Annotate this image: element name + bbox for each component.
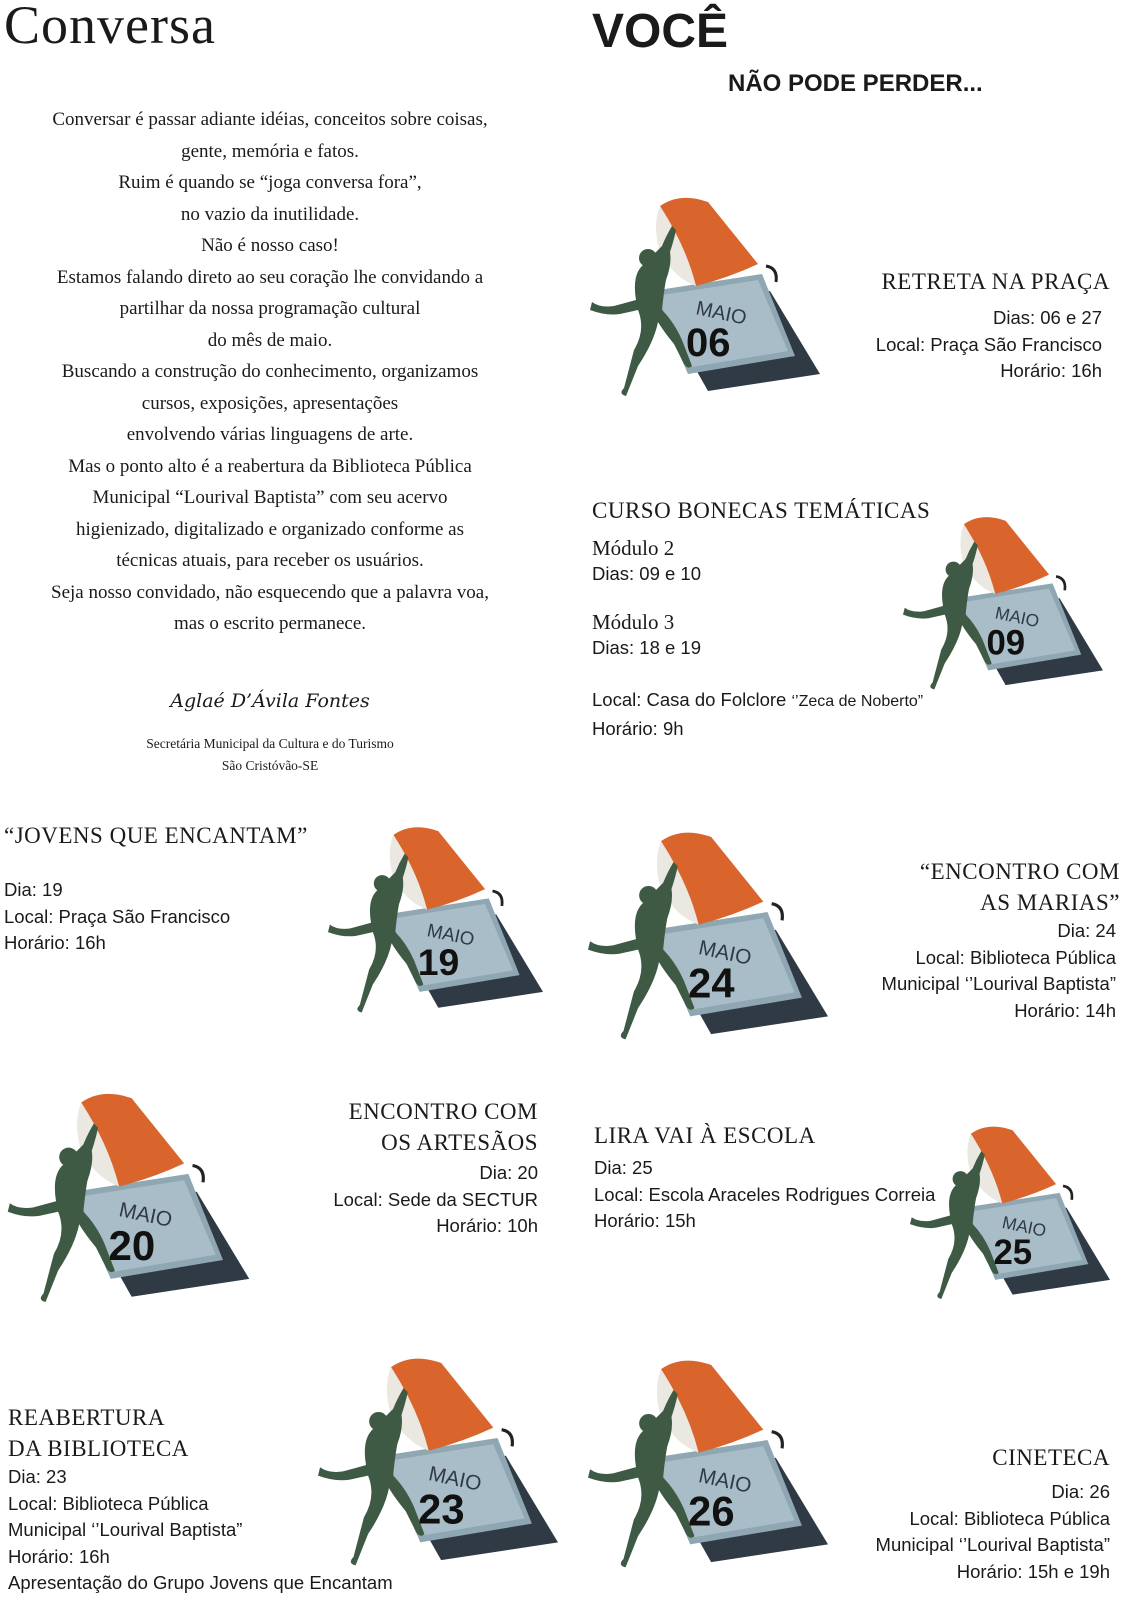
event-local: Municipal ‘’Lourival Baptista”: [8, 1519, 243, 1540]
event-dias: Dias: 18 e 19: [592, 636, 702, 658]
event-dia: Dia: 24: [1057, 920, 1116, 941]
intro-line: cursos, exposições, apresentações: [141, 392, 399, 414]
calendar-day: 23: [418, 1485, 465, 1533]
event-horario: Horário: 16h: [1000, 360, 1102, 381]
event-horario: Horário: 15h e 19h: [956, 1560, 1110, 1582]
intro-text: [0, 104, 540, 640]
event-dias: Dias: 06 e 27: [992, 307, 1102, 328]
intro-line: gente, memória e fatos.: [181, 140, 359, 162]
intro-line: no vazio da inutilidade.: [180, 203, 360, 225]
event-title: CINETECA: [992, 1445, 1110, 1470]
local-name: ‘’Zeca de Noberto”: [791, 693, 924, 710]
calendar-month: MAIO: [116, 1198, 175, 1232]
calendar-day: 19: [417, 941, 460, 984]
calendar-icon: [903, 515, 1103, 690]
event-horario: Horário: 16h: [8, 1545, 110, 1567]
calendar-month: MAIO: [696, 936, 754, 970]
event-local: Local: Praça São Francisco: [4, 905, 231, 927]
intro-line: mas o escrito permanece.: [173, 613, 367, 634]
event-title: DA BIBLIOTECA: [8, 1436, 189, 1461]
event-local: Local: Praça São Francisco: [875, 333, 1102, 355]
event-module: Módulo 3: [592, 609, 675, 634]
role-line: São Cristóvão-SE: [221, 758, 319, 773]
event-title: OS ARTESÃOS: [381, 1130, 538, 1155]
event-artesaos: [240, 1096, 538, 1240]
event-local: [592, 687, 930, 716]
event-dia: Dia: 23: [8, 1466, 67, 1487]
event-bonecas: [592, 495, 930, 742]
event-title: “ENCONTRO COM: [919, 859, 1120, 884]
intro-line: Seja nosso convidado, não esquecendo que a palavra voa,: [51, 581, 489, 603]
intro-line: envolvendo várias linguagens de arte.: [126, 424, 414, 445]
event-dia: Dia: 25: [594, 1157, 653, 1178]
event-cineteca: [800, 1442, 1110, 1585]
event-extra: Apresentação do Grupo Jovens que Encantam: [8, 1572, 393, 1593]
event-local: Local: Biblioteca Pública: [8, 1492, 209, 1514]
intro-line: partilhar da nossa programação cultural: [119, 298, 421, 319]
event-title: RETRETA NA PRAÇA: [881, 269, 1110, 294]
intro-line: Estamos falando direto ao seu coração lhe convidando a: [56, 266, 484, 288]
event-dia: Dia: 19: [4, 879, 63, 900]
event-horario: Horário: 16h: [4, 932, 106, 953]
event-dias: Dias: 09 e 10: [592, 563, 702, 584]
intro-line: Conversar é passar adiante idéias, conceitos sobre coisas,: [52, 109, 488, 130]
page-title: Conversa: [4, 0, 216, 55]
event-local: Local: Escola Araceles Rodrigues Correia: [594, 1183, 936, 1205]
event-retreta: [780, 266, 1110, 385]
event-title: CURSO BONECAS TEMÁTICAS: [592, 498, 931, 523]
header-subtitle: NÃO PODE PERDER...: [728, 70, 983, 97]
event-local: Local: Biblioteca Pública: [915, 946, 1116, 968]
event-dia: Dia: 20: [479, 1162, 538, 1183]
intro-line: Mas o ponto alto é a reabertura da Biblioteca Pública: [68, 455, 472, 477]
event-title: “JOVENS QUE ENCANTAM”: [4, 823, 308, 848]
role-line: Secretária Municipal da Cultura e do Turismo: [146, 736, 394, 751]
local-prefix: Local: Casa do Folclore: [592, 689, 792, 710]
event-jovens: [4, 820, 308, 957]
intro-line: Municipal “Lourival Baptista” com seu acervo: [92, 487, 448, 508]
calendar-month: MAIO: [993, 602, 1042, 632]
calendar-day: 09: [986, 624, 1026, 663]
event-title: AS MARIAS”: [980, 890, 1120, 915]
event-title: REABERTURA: [8, 1405, 165, 1430]
calendar-day: 06: [686, 321, 731, 365]
intro-line: Buscando a construção do conhecimento, organizamos: [61, 361, 479, 382]
calendar-day: 26: [688, 1487, 735, 1535]
event-local: Municipal ‘’Lourival Baptista”: [875, 1534, 1110, 1555]
event-module: Módulo 2: [592, 536, 675, 560]
intro-line: higienizado, digitalizado e organizado conforme as: [76, 518, 464, 540]
event-lira: [594, 1120, 935, 1235]
event-local: Local: Biblioteca Pública: [909, 1507, 1110, 1529]
calendar-month: MAIO: [426, 1462, 484, 1496]
event-title: ENCONTRO COM: [348, 1099, 538, 1124]
calendar-icon: [328, 824, 543, 1014]
calendar-day: 20: [108, 1222, 156, 1269]
event-dia: Dia: 26: [1051, 1481, 1110, 1502]
event-local: Local: Sede da SECTUR: [333, 1188, 538, 1210]
calendar-month: MAIO: [693, 297, 749, 330]
calendar-day: 25: [993, 1234, 1033, 1273]
event-local: Municipal ‘’Lourival Baptista”: [881, 973, 1116, 994]
event-horario: Horário: 10h: [436, 1215, 538, 1236]
event-horario: Horário: 9h: [592, 717, 684, 739]
signature: Aglaé D’Ávila Fontes: [170, 690, 370, 712]
event-marias: [780, 856, 1120, 1024]
calendar-month: MAIO: [1000, 1212, 1049, 1241]
calendar-icon: [910, 1122, 1110, 1302]
calendar-month: MAIO: [696, 1464, 754, 1498]
intro-line: técnicas atuais, para receber os usuários.: [116, 550, 424, 571]
event-horario: Horário: 15h: [594, 1210, 696, 1231]
calendar-icon: [6, 1092, 251, 1302]
calendar-icon: [588, 1358, 828, 1568]
intro-line: do mês de maio.: [207, 329, 333, 351]
intro-line: Ruim é quando se “joga conversa fora”,: [118, 172, 422, 193]
signature-role: [0, 733, 540, 777]
calendar-icon: [318, 1356, 558, 1566]
intro-line: Não é nosso caso!: [201, 235, 339, 256]
calendar-month: MAIO: [425, 919, 477, 950]
event-title: LIRA VAI À ESCOLA: [594, 1123, 816, 1148]
event-horario: Horário: 14h: [1014, 999, 1116, 1021]
calendar-day: 24: [688, 959, 735, 1007]
header-title: VOCÊ: [592, 5, 729, 58]
